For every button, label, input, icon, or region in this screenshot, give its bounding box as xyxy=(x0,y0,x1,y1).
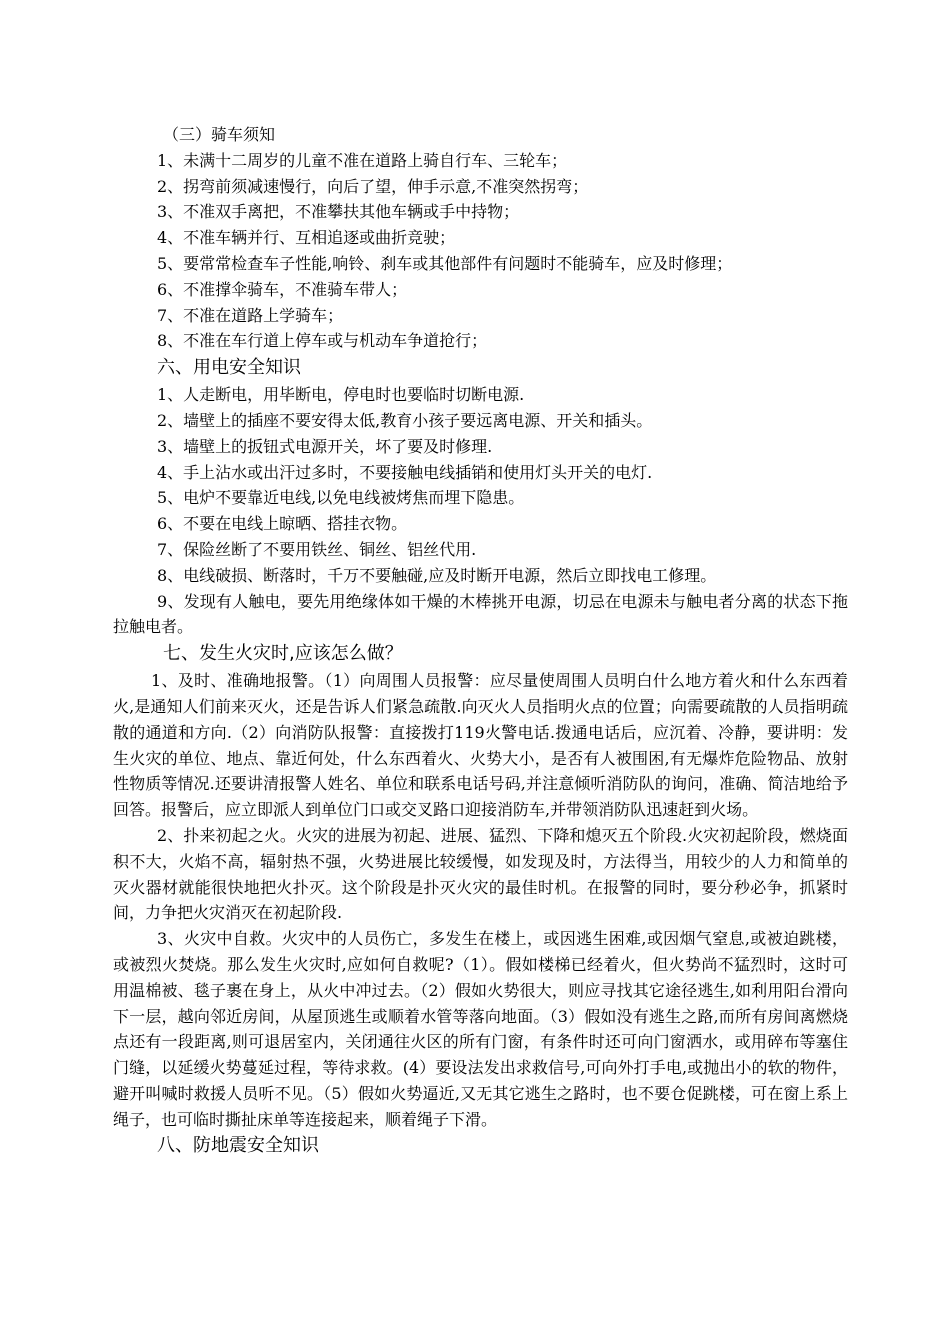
cycling-title: （三）骑车须知 xyxy=(163,125,276,144)
cycling-item-8: 8、不准在车行道上停车或与机动车争道抢行； xyxy=(157,331,488,351)
electric-item-2: 2、墙壁上的插座不要安得太低,教育小孩子要远离电源、开关和插头。 xyxy=(157,410,653,430)
fire-paragraph-3: 3、火灾中自救。火灾中的人员伤亡，多发生在楼上，或因逃生困难,或因烟气窒息,或被迫跳楼，或被烈火焚烧。那么发生火灾时,应如何自救呢?（1）。假如楼梯已经着火，但火势尚不猛烈时，这时可用温棉被、毯子裹在身上，从火中冲过去。（2）假如火势很大，则应寻找其它途径逃生,如利用阳台滑向下一层，越向邻近房间，从屋顶逃生或顺着水管等落向地面。（3）假如没有逃生之路,而所有房间离燃烧点还有一段距离,则可退居室内，关闭通往火区的所有门窗，有条件时还可向门窗洒水，或用碎布等塞住门缝，以延缓火势蔓延过程，等待求救。(4）要设法发出求救信号,可向外打手电,或抛出小的软的物件，避开叫喊时救援人员听不见。（5）假如火势逼近,又无其它逃生之路时，也不要仓促跳楼，可在窗上系上绳子，也可临时撕扯床单等连接起来，顺着绳子下滑。 xyxy=(113,929,848,1129)
fire-paragraph-1: 1、及时、准确地报警。（1）向周围人员报警：应尽量使周围人员明白什么地方着火和什么东西着火,是通知人们前来灭火，还是告诉人们紧急疏散.向灭火人员指明火点的位置；向需要疏散的人员指明疏散的通道和方向.（2）向消防队报警：直接拨打119火警电话.拨通电话后，应沉着、冷静，要讲明：发生火灾的单位、地点、靠近何处，什么东西着火、火势大小，是否有人被围困,有无爆炸危险物品、放射性物质等情况.还要讲清报警人姓名、单位和联系电话号码,并注意倾听消防队的询问，准确、简洁地给予回答。报警后，应立即派人到单位门口或交叉路口迎接消防车,并带领消防队迅速赶到火场。 xyxy=(113,671,848,820)
electric-item-3: 3、墙壁上的扳钮式电源开关，坏了要及时修理. xyxy=(157,436,493,456)
cycling-item-4: 4、不准车辆并行、互相追逐或曲折竞驶； xyxy=(157,228,456,248)
fire-paragraph-2: 2、扑来初起之火。火灾的进展为初起、进展、猛烈、下降和熄灭五个阶段.火灾初起阶段，燃烧面积不大，火焰不高，辐射热不强，火势进展比较缓慢，如发现及时，方法得当，用较少的人力和简单的灭火器材就能很快地把火扑灭。这个阶段是扑灭火灾的最佳时机。在报警的同时，要分秒必争，抓紧时间，力争把火灾消灭在初起阶段. xyxy=(113,825,848,923)
electric-item-1: 1、人走断电，用毕断电，停电时也要临时切断电源. xyxy=(157,385,525,405)
cycling-item-6: 6、不准撑伞骑车，不准骑车带人； xyxy=(157,279,408,299)
document-page xyxy=(113,122,848,1160)
electric-item-7: 7、保险丝断了不要用铁丝、铜丝、铝丝代用. xyxy=(157,539,477,559)
cycling-item-2: 2、拐弯前须减速慢行，向后了望，伸手示意,不准突然拐弯； xyxy=(157,176,589,196)
electric-item-8: 8、电线破损、断落时，千万不要触碰,应及时断开电源，然后立即找电工修理。 xyxy=(157,565,717,585)
cycling-item-1: 1、未满十二周岁的儿童不准在道路上骑自行车、三轮车； xyxy=(157,150,568,170)
electric-item-4: 4、手上沾水或出汗过多时，不要接触电线插销和使用灯头开关的电灯. xyxy=(157,462,653,482)
electric-item-9: 9、发现有人触电，要先用绝缘体如干燥的木棒挑开电源，切忌在电源未与触电者分离的状态下拖拉触电者。 xyxy=(113,591,848,637)
cycling-item-5: 5、要常常检查车子性能,响铃、刹车或其他部件有问题时不能骑车，应及时修理； xyxy=(157,253,733,273)
earthquake-heading: 八、防地震安全知识 xyxy=(157,1135,319,1157)
cycling-item-3: 3、不准双手离把，不准攀扶其他车辆或手中持物； xyxy=(157,202,520,222)
electric-item-5: 5、电炉不要靠近电线,以免电线被烤焦而埋下隐患。 xyxy=(157,488,525,508)
cycling-item-7: 7、不准在道路上学骑车； xyxy=(157,305,344,325)
fire-heading: 七、发生火灾时,应该怎么做？ xyxy=(163,643,403,665)
electric-item-6: 6、不要在电线上晾晒、搭挂衣物。 xyxy=(157,514,408,534)
electric-heading: 六、用电安全知识 xyxy=(157,357,301,379)
